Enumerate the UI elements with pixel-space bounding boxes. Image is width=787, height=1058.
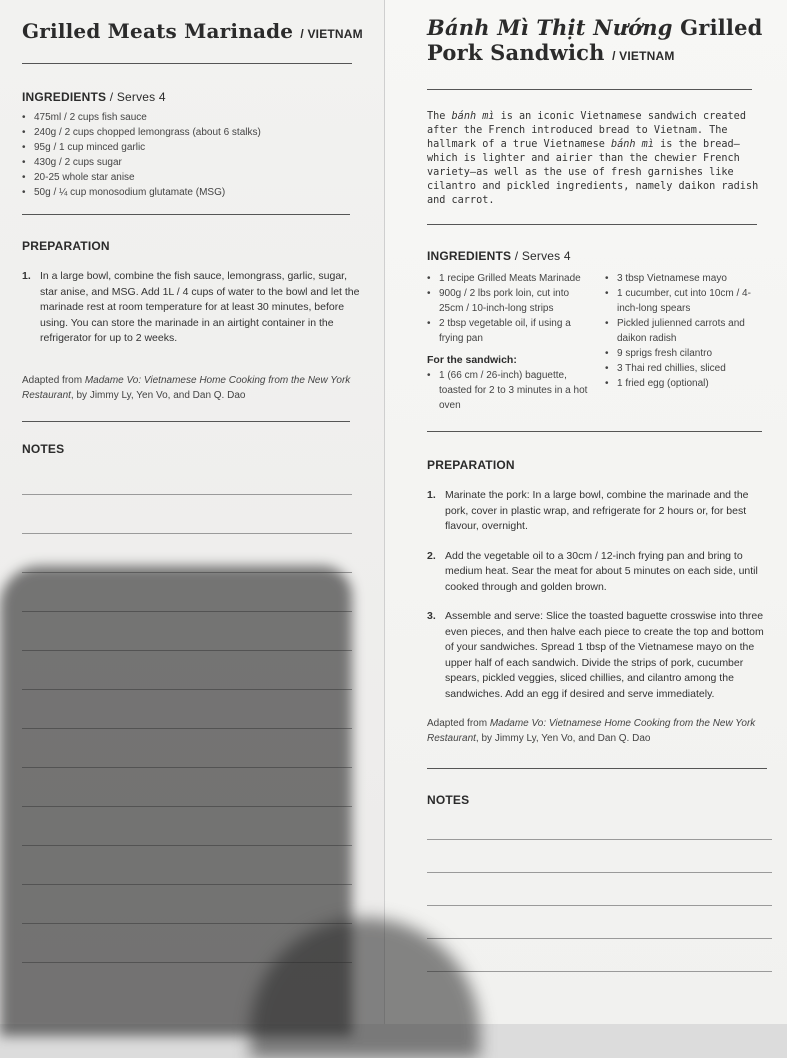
preparation-steps — [427, 488, 769, 702]
country-tag: / VIETNAM — [300, 27, 363, 41]
ingredient-item: • 900g / 2 lbs pork loin, cut into 25cm / 10-inch-long strips — [427, 286, 591, 316]
step-text: Add the vegetable oil to a 30cm / 12-inch frying pan and bring to medium heat. Sear the meat for about 5 minutes on each side, until cooked through and golden brown. — [445, 549, 758, 593]
preparation-step — [427, 488, 769, 535]
ingredients-heading — [22, 90, 364, 104]
ingredient-item: • 95g / 1 cup minced garlic — [22, 140, 364, 155]
ingredient-item: • 430g / 2 cups sugar — [22, 155, 364, 170]
step-number: 3. — [427, 610, 436, 622]
ingredients-label: INGREDIENTS — [427, 249, 512, 263]
step-number: 1. — [22, 270, 31, 282]
ingredient-item: • 1 recipe Grilled Meats Marinade — [427, 271, 591, 286]
ingredient-item: • 3 tbsp Vietnamese mayo — [605, 271, 769, 286]
credit-book: Madame Vo: Vietnamese Home Cooking from the New York Restaurant — [427, 718, 756, 744]
ingredients-column-2 — [605, 265, 769, 413]
note-line[interactable] — [427, 905, 772, 906]
ingredient-item: • 1 (66 cm / 26-inch) baguette, toasted for 2 to 3 minutes in a hot oven — [427, 368, 591, 413]
note-line[interactable] — [427, 938, 772, 939]
ingredients-list — [427, 271, 591, 346]
title-italic: Bánh Mì Thịt Nướng — [427, 15, 673, 40]
title-divider — [427, 89, 752, 90]
step-number: 2. — [427, 549, 436, 562]
ingredient-item: • 2 tbsp vegetable oil, if using a frying pan — [427, 316, 591, 346]
serves-label: / Serves 4 — [514, 249, 571, 263]
credit-note: Adapted from Madame Vo: Vietnamese Home Cooking from the New York Restaurant, by Jimmy Ly, Yen Vo, and Dan Q. Dao — [22, 374, 351, 401]
ingredient-item: • 475ml / 2 cups fish sauce — [22, 110, 364, 125]
notes-heading: NOTES — [427, 793, 470, 807]
ingredients-divider — [427, 431, 762, 432]
title-text: Grilled Meats Marinade — [22, 19, 294, 43]
title-text: Grilled Pork Sandwich — [427, 15, 763, 65]
preparation-step — [22, 269, 364, 347]
country-tag: / VIETNAM — [612, 49, 675, 63]
ingredients-heading — [427, 249, 769, 263]
step-text: Assemble and serve: Slice the toasted baguette crosswise into three even pieces, and then halve each piece to create the top and bottom of your sandwiches. Spread 1 tbsp of the Vietnamese mayo on the upper half of each sandwich. Divide the strips of pork, cucumber spears, pickled veggies, sliced chillies, and cilantro among the sandwiches. Add an egg if desired and serve immediately. — [445, 610, 764, 700]
step-text: Marinate the pork: In a large bowl, combine the marinade and the pork, cover in plastic wrap, and refrigerate for 2 hours or, for best flavour, overnight. — [445, 489, 749, 532]
serves-label: / Serves 4 — [109, 90, 166, 104]
notes-lines — [427, 839, 769, 972]
ingredients-list — [605, 271, 769, 391]
credit-book: Madame Vo: Vietnamese Home Cooking from the New York Restaurant — [22, 374, 351, 401]
note-line[interactable] — [22, 533, 352, 534]
credit-divider — [22, 421, 350, 422]
title-divider — [22, 63, 352, 64]
intro-paragraph: The bánh mì is an iconic Vietnamese sandwich created after the French introduced bread to Vietnam. The hallmark of a true Vietnamese bánh mì is the bread—which is lighter and airier than the chewier French variety—as well as the use of fresh garnishes like cilantro and pickled ingredients, namely daikon radish and carrot. — [427, 111, 759, 206]
credit-divider — [427, 768, 767, 769]
preparation-heading: PREPARATION — [427, 458, 515, 472]
preparation-steps — [22, 269, 364, 347]
ingredient-item: • Pickled julienned carrots and daikon radish — [605, 316, 769, 346]
ingredients-columns — [427, 265, 769, 413]
step-number: 1. — [427, 489, 436, 501]
ingredient-item: • 1 cucumber, cut into 10cm / 4-inch-long spears — [605, 286, 769, 316]
ingredients-label: INGREDIENTS — [22, 90, 107, 104]
ingredients-divider — [22, 214, 350, 215]
note-line[interactable] — [427, 839, 772, 840]
note-line[interactable] — [427, 971, 772, 972]
ingredient-item: • 50g / ¼ cup monosodium glutamate (MSG) — [22, 185, 364, 200]
ingredients-column-1 — [427, 265, 591, 413]
ingredients-list — [22, 110, 364, 200]
credit-note: Adapted from Madame Vo: Vietnamese Home Cooking from the New York Restaurant, by Jimmy Ly, Yen Vo, and Dan Q. Dao — [427, 718, 756, 744]
sandwich-list — [427, 368, 591, 413]
note-line[interactable] — [427, 872, 772, 873]
note-line[interactable] — [22, 494, 352, 495]
ingredient-item: • 9 sprigs fresh cilantro — [605, 346, 769, 361]
ingredient-item: • 20-25 whole star anise — [22, 170, 364, 185]
step-text: In a large bowl, combine the fish sauce, lemongrass, garlic, sugar, star anise, and MSG. Add 1L / 4 cups of water to the bowl and let the marinade rest at room temperature for at least 30 minutes, before using. You can store the marinade in an airtight container in the refrigerator for up to 2 weeks. — [40, 270, 360, 344]
right-page — [384, 0, 787, 1024]
preparation-heading: PREPARATION — [22, 239, 110, 253]
recipe-title — [427, 15, 769, 69]
recipe-title — [22, 18, 364, 47]
ingredient-item: • 1 fried egg (optional) — [605, 376, 769, 391]
preparation-step — [427, 549, 769, 596]
sandwich-subheading: For the sandwich: — [427, 354, 517, 366]
notes-heading: NOTES — [22, 441, 65, 456]
preparation-step — [427, 609, 769, 702]
intro-divider — [427, 224, 757, 225]
ingredient-item: • 3 Thai red chillies, sliced — [605, 361, 769, 376]
ingredient-item: • 240g / 2 cups chopped lemongrass (about 6 stalks) — [22, 125, 364, 140]
